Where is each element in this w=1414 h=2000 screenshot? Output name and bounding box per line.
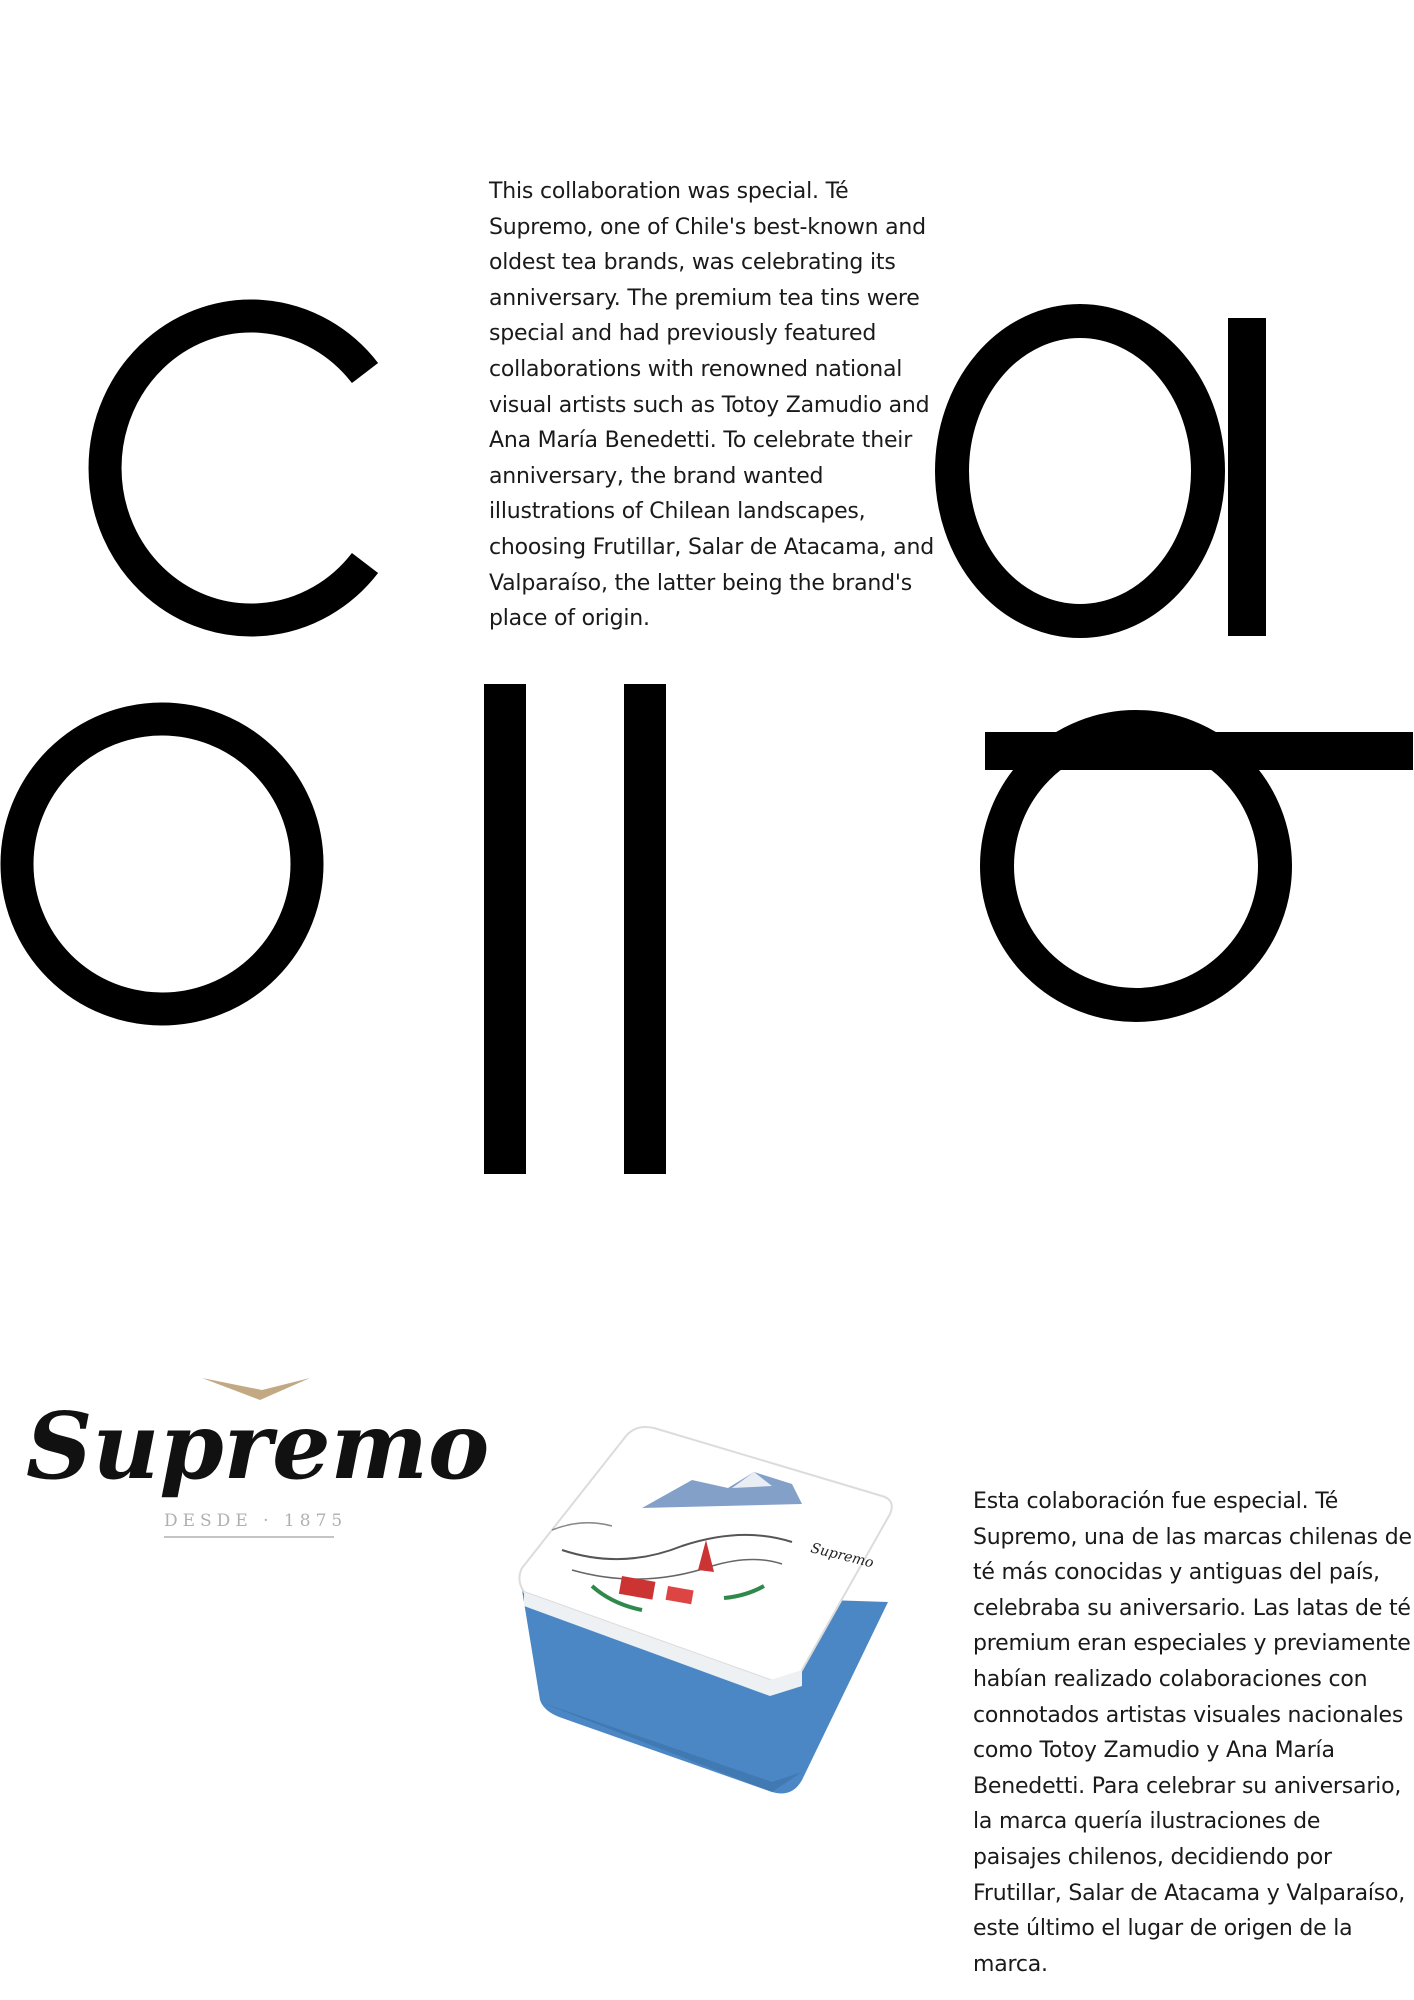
- tea-tin-image: [502, 1400, 904, 1816]
- supremo-logo: [20, 1360, 490, 1550]
- intro-paragraph-es: Esta colaboración fue especial. Té Supremo, una de las marcas chilenas de té más conocidas y antiguas del país, celebraba su aniversario. Las latas de té premium eran especiales y previamente habían realizado colaboraciones con connotados artistas visuales nacionales como Totoy Zamudio y Ana María Benedetti. Para celebrar su aniversario, la marca quería ilustraciones de paisajes chilenos, decidiendo por Frutillar, Salar de Atacama y Valparaíso, este último el lugar de origen de la marca.: [973, 1489, 1412, 1977]
- svg-text:Supremo: Supremo: [26, 1392, 490, 1500]
- intro-paragraph-en: This collaboration was special. Té Supremo, one of Chile's best-known and oldest tea brands, was celebrating its anniversary. The premium tea tins were special and had previously featured collaborations with renowned national visual artists such as Totoy Zamudio and Ana María Benedetti. To celebrate their anniversary, the brand wanted illustrations of Chilean landscapes, choosing Frutillar, Salar de Atacama, and Valparaíso, the latter being the brand's place of origin.: [489, 179, 934, 632]
- tin-label: Supremo: [809, 1540, 876, 1572]
- svg-text:DESDE · 1875: DESDE · 1875: [164, 1511, 348, 1531]
